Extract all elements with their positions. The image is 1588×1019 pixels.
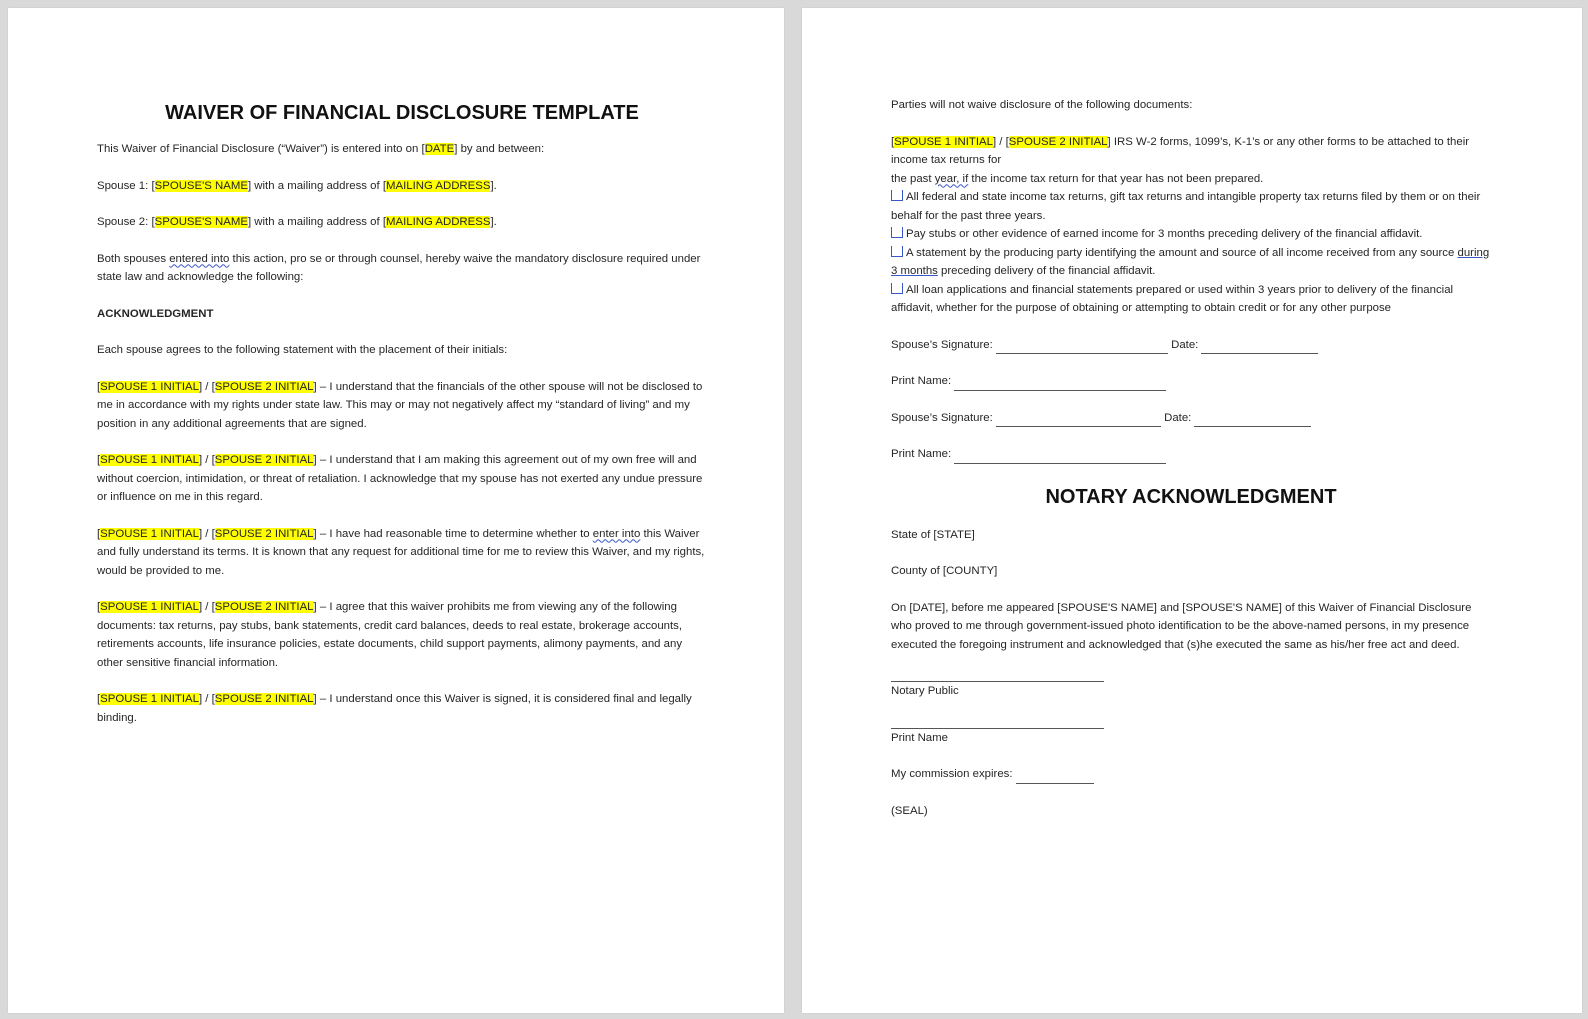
spouse-1-initial-placeholder: SPOUSE 1 INITIAL — [100, 601, 199, 613]
intro-text-end: by and between: — [457, 143, 545, 155]
acknowledgment-heading: ACKNOWLEDGMENT — [97, 307, 214, 320]
both-spouses-paragraph — [97, 250, 707, 287]
spouse-1-line: Spouse 1: [SPOUSE'S NAME] with a mailing address of [MAILING ADDRESS]. — [97, 179, 497, 192]
spouse-2-initial-placeholder: SPOUSE 2 INITIAL — [214, 527, 314, 540]
commission-field[interactable] — [1016, 771, 1094, 784]
notary-title: NOTARY ACKNOWLEDGMENT — [1045, 485, 1337, 508]
commission-line — [891, 765, 1491, 784]
page-2-content — [891, 96, 1491, 820]
checklist-item-tax-returns — [891, 188, 1491, 225]
initial-statement-2: [SPOUSE 1 INITIAL] / [SPOUSE 2 INITIAL] – I understand that I am making this agreement out of my own free will and without coercion, intimidation, or threat of retaliation. I acknowledge that my spouse has not exerted any undue pressure or influence on me in this regard. — [97, 454, 703, 503]
spouse-1-initial-placeholder: SPOUSE 1 INITIAL — [894, 135, 993, 148]
intro-paragraph: This Waiver of Financial Disclosure (“Waiver”) is entered into on [DATE] by and between: — [97, 143, 545, 155]
signature-line-2 — [891, 409, 1491, 428]
statement-text: – I understand that the financials of the other spouse will not be disclosed to me in accordance with my rights under state law. This may or may not negatively affect my “standard of living” and my position in any additional agreements that are signed. — [97, 380, 703, 430]
spouse-1-initial-placeholder: SPOUSE 1 INITIAL — [100, 693, 199, 705]
spouse-2-label: Spouse 2: — [97, 216, 152, 228]
notary-public-label: Notary Public — [891, 685, 959, 697]
document-title: WAIVER OF FINANCIAL DISCLOSURE TEMPLATE — [165, 102, 639, 124]
statement-text: – I understand that I am making this agreement out of my own free will and without coercion, intimidation, or threat of retaliation. I acknowledge that my spouse has not exerted any undue pressure or influence on me in this regard. — [97, 454, 703, 503]
irs-forms-text: IRS W-2 forms, 1099’s, K-1’s or any other forms to be attached to their income tax returns for — [891, 135, 1470, 166]
county-line: County of [COUNTY] — [891, 565, 998, 577]
spouse-2-name-placeholder: SPOUSE'S NAME — [154, 216, 248, 228]
spouse-2-initial-placeholder: SPOUSE 2 INITIAL — [214, 454, 314, 466]
checklist-item-loans — [891, 281, 1491, 318]
signature-label: Spouse’s Signature: — [891, 411, 996, 424]
page-1-content — [97, 100, 707, 727]
date-field[interactable] — [1194, 414, 1311, 427]
underlined-word: 3 months — [891, 265, 938, 277]
spouse-2-line: Spouse 2: [SPOUSE'S NAME] with a mailing address of [MAILING ADDRESS]. — [97, 216, 497, 228]
document-page-1 — [8, 8, 784, 1013]
notary-paragraph: On [DATE], before me appeared [SPOUSE'S NAME] and [SPOUSE'S NAME] of this Waiver of Financial Disclosure who proved to me through government-issued photo identification to be the above-named persons, in my presence executed the foregoing instrument and acknowledged that (s)he executed the same as his/her free act and deed. — [891, 601, 1472, 651]
date-field[interactable] — [1201, 341, 1318, 354]
date-label: Date: — [1171, 338, 1202, 351]
past-year-post: the income tax return for that year has not been prepared. — [968, 172, 1264, 185]
print-name-caption: Print Name — [891, 731, 948, 744]
statement-text-end: this Waiver and fully understand its terms. It is known that any request for additional time for me to review this Waiver, and my rights, would be provided to me. — [97, 527, 705, 577]
spouse-1-label: Spouse 1: — [97, 179, 152, 192]
initial-statement-5: [SPOUSE 1 INITIAL] / [SPOUSE 2 INITIAL] – I understand once this Waiver is signed, it is considered final and legally binding. — [97, 693, 692, 724]
date-label: Date: — [1164, 411, 1195, 424]
commission-label: My commission expires: — [891, 768, 1016, 780]
underlined-word: during — [1457, 246, 1490, 259]
checklist-text-end: preceding delivery of the financial affidavit. — [937, 265, 1156, 277]
initial-statement-4: [SPOUSE 1 INITIAL] / [SPOUSE 2 INITIAL] – I agree that this waiver prohibits me from viewing any of the following documents: tax returns, pay stubs, bank statements, credit card balances, deeds to real estate, brokerage accounts, retirements accounts, life insurance policies, estate documents, child support payments, alimony payments, and any other sensitive financial information. — [97, 601, 683, 669]
spouse-1-mid: with a mailing address of — [251, 179, 383, 192]
statement-text: – I agree that this waiver prohibits me from viewing any of the following documents: tax returns, pay stubs, bank statements, credit card balances, deeds to real estate, brokerage accounts, retirements accounts, life insurance policies, estate documents, child support payments, alimony payments, and any other sensitive financial information. — [97, 601, 683, 669]
state-line: State of [STATE] — [891, 528, 975, 541]
checkbox-icon — [891, 246, 903, 257]
seal-label: (SEAL) — [891, 804, 928, 817]
signature-field[interactable] — [996, 414, 1161, 427]
print-name-field[interactable] — [954, 378, 1166, 391]
spellcheck-phrase: entered into — [169, 252, 230, 265]
print-name-line-2 — [891, 445, 1491, 464]
parties-paragraph: Parties will not waive disclosure of the following documents: — [891, 99, 1193, 111]
irs-forms-item: [SPOUSE 1 INITIAL] / [SPOUSE 2 INITIAL] IRS W-2 forms, 1099’s, K-1’s or any other forms to be attached to their income tax returns for — [891, 135, 1470, 166]
print-name-line-1 — [891, 372, 1491, 391]
both-post: this action, pro se or through counsel, hereby waive the mandatory disclosure required under state law and acknowledge the following: — [97, 252, 701, 283]
spellcheck-phrase: year, if — [934, 172, 969, 185]
checklist-text: A statement by the producing party identifying the amount and source of all income received from any source — [906, 246, 1458, 259]
checklist-text: Pay stubs or other evidence of earned income for 3 months preceding delivery of the financial affidavit. — [906, 228, 1423, 240]
date-placeholder: DATE — [424, 143, 455, 155]
past-year-line — [891, 170, 1491, 189]
spellcheck-phrase: enter into — [592, 527, 641, 540]
spouse-1-address-placeholder: MAILING ADDRESS — [386, 179, 491, 192]
spouse-1-initial-placeholder: SPOUSE 1 INITIAL — [100, 527, 199, 540]
checkbox-icon — [891, 190, 903, 201]
spouse-2-initial-placeholder: SPOUSE 2 INITIAL — [214, 601, 314, 613]
spouse-1-name-placeholder: SPOUSE'S NAME — [154, 179, 248, 192]
checkbox-icon — [891, 227, 903, 238]
spouse-2-initial-placeholder: SPOUSE 2 INITIAL — [214, 380, 314, 393]
initial-statement-1: [SPOUSE 1 INITIAL] / [SPOUSE 2 INITIAL] – I understand that the financials of the other spouse will not be disclosed to me in accordance with my rights under state law. This may or may not negatively affect my “standard of living” and my position in any additional agreements that are signed. — [97, 380, 703, 430]
signature-line-1 — [891, 336, 1491, 355]
document-page-2 — [802, 8, 1582, 1013]
checklist-item-pay-stubs — [891, 225, 1491, 244]
spouse-1-initial-placeholder: SPOUSE 1 INITIAL — [100, 454, 199, 466]
print-name-label: Print Name: — [891, 448, 955, 460]
spouse-2-initial-placeholder: SPOUSE 2 INITIAL — [214, 693, 314, 705]
print-name-label: Print Name: — [891, 375, 955, 387]
statement-text: – I understand once this Waiver is signed, it is considered final and legally binding. — [97, 693, 692, 724]
each-spouse-paragraph: Each spouse agrees to the following statement with the placement of their initials: — [97, 344, 508, 356]
signature-field[interactable] — [996, 341, 1168, 354]
checklist-text: All federal and state income tax returns, gift tax returns and intangible property tax returns filed by them or on their behalf for the past three years. — [891, 191, 1481, 222]
print-name-field[interactable] — [954, 451, 1166, 464]
checkbox-icon — [891, 283, 903, 294]
intro-text: This Waiver of Financial Disclosure (“Waiver”) is entered into on — [97, 143, 422, 155]
spouse-2-initial-placeholder: SPOUSE 2 INITIAL — [1008, 135, 1108, 148]
checklist-text: All loan applications and financial statements prepared or used within 3 years prior to delivery of the financial affidavit, whether for the purpose of obtaining or attempting to obtain credit or for any other purpose — [891, 283, 1454, 314]
initial-statement-3: [SPOUSE 1 INITIAL] / [SPOUSE 2 INITIAL] – I have had reasonable time to determine whether to enter into this Waiver and fully understand its terms. It is known that any request for additional time for me to review this Waiver, and my rights, would be provided to me. — [97, 527, 705, 577]
spouse-1-initial-placeholder: SPOUSE 1 INITIAL — [100, 380, 199, 393]
spouse-2-address-placeholder: MAILING ADDRESS — [386, 216, 491, 228]
past-year-pre: the past — [891, 172, 935, 185]
signature-label: Spouse’s Signature: — [891, 338, 996, 351]
checklist-item-income-statement — [891, 244, 1491, 281]
statement-text: – I have had reasonable time to determine whether to — [319, 527, 593, 540]
spouse-2-mid: with a mailing address of — [251, 216, 383, 228]
both-pre: Both spouses — [97, 252, 170, 265]
